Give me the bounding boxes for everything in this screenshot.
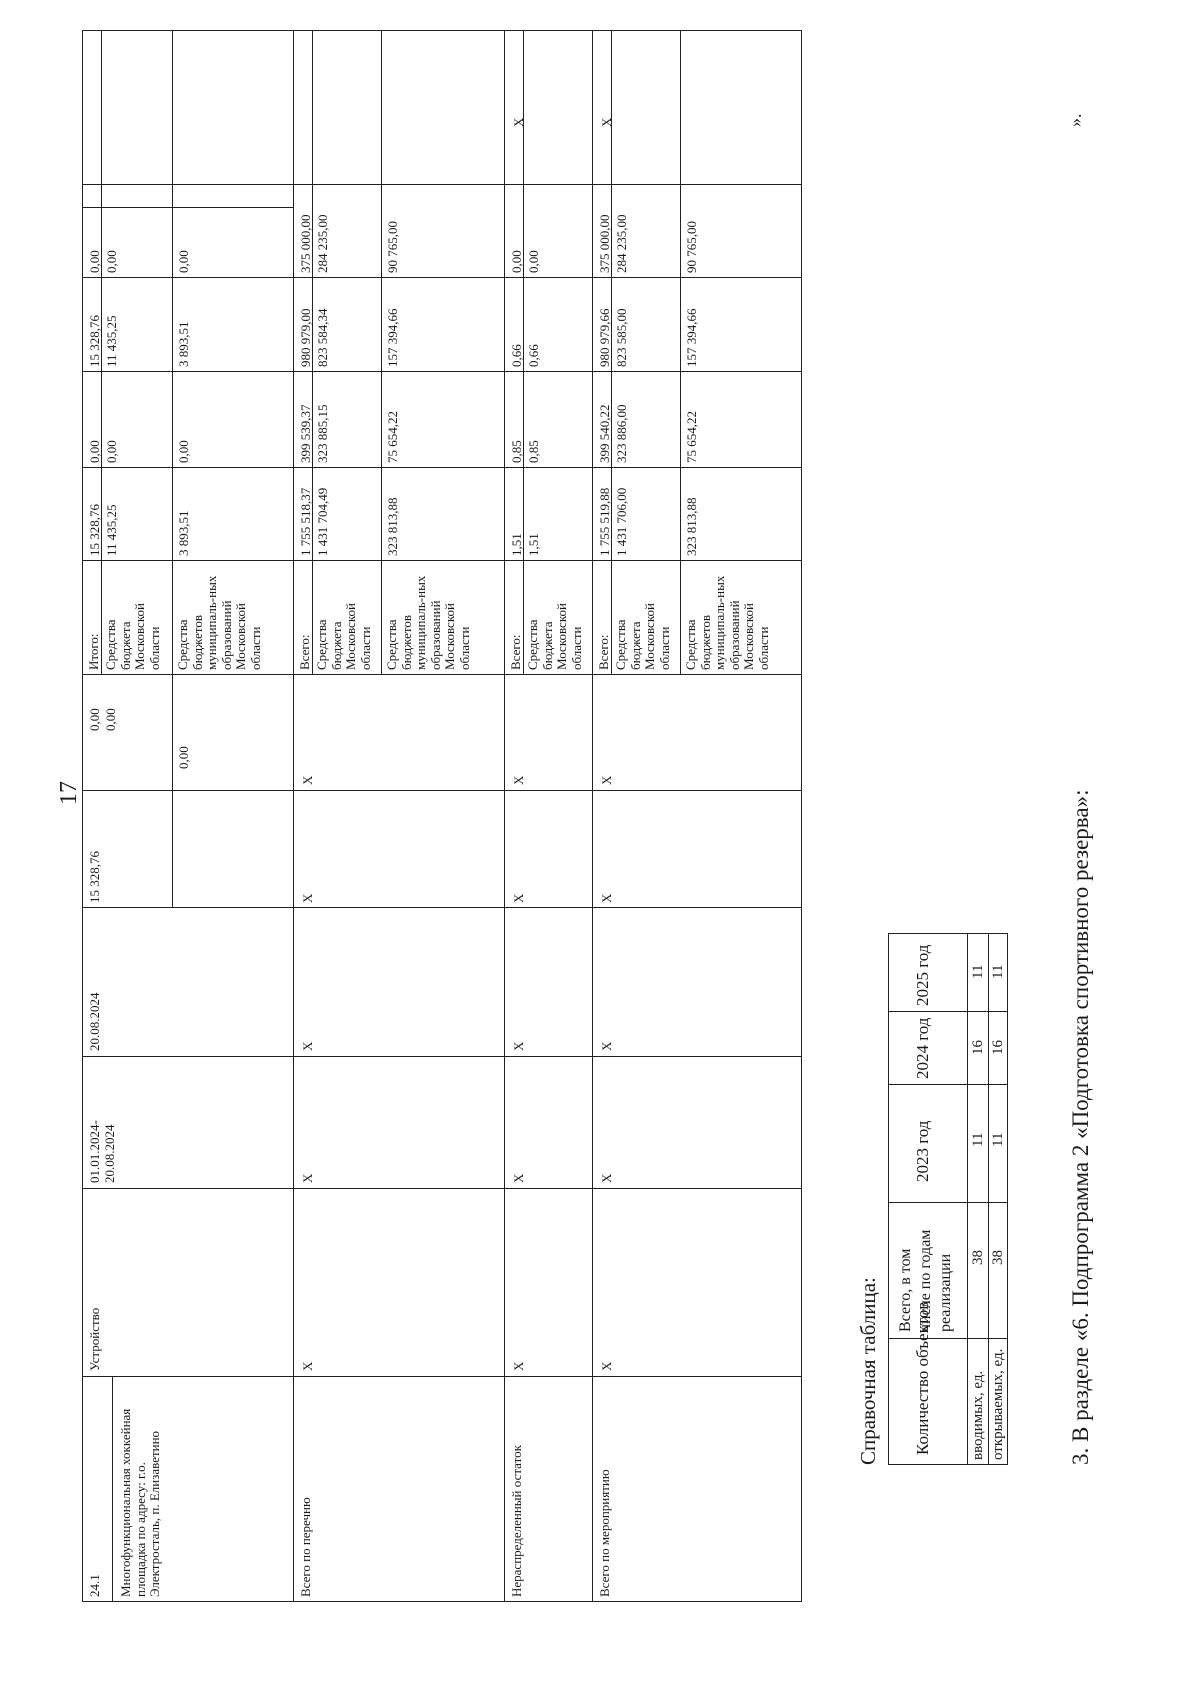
ref-header-count: Количество объектов [913,1301,932,1455]
limit-value: 15 328,76 [87,851,102,903]
reference-table [888,933,1008,1465]
y2024-b: 823 584,34 [315,308,330,367]
x-mark: X [511,775,526,785]
financed-top: 0,00 [87,708,102,731]
ref-row-value: 16 [990,1040,1006,1055]
source-region: Средства бюджета Московской области [103,603,162,670]
y2025-a: 0,00 [509,250,524,273]
ref-row-value: 16 [970,1040,986,1055]
y2023-c: 0,00 [176,440,191,463]
x-mark: X [511,893,526,903]
y2025-c: 90 765,00 [385,221,400,273]
row-number: 24.1 [87,1574,102,1597]
x-mark: X [599,775,614,785]
y2024-c: 3 893,51 [176,321,191,367]
total-a: 1 755 518,37 [298,487,313,556]
y2024-b: 11 435,25 [104,315,119,367]
src-all: Всего: [508,634,523,670]
x-mark: X [599,1173,614,1183]
x-mark: X [511,117,526,127]
total-b: 11 435,25 [104,504,119,556]
src-region: Средства бюджета Московской области [613,603,672,670]
y2023-b: 0,85 [526,440,541,463]
x-mark: X [511,1361,526,1371]
x-mark: X [511,1173,526,1183]
y2023-c: 75 654,22 [684,411,699,463]
ref-row-label: открываемых, ед. [990,1348,1006,1460]
ref-row-value: 11 [990,964,1006,979]
x-mark: X [511,1041,526,1051]
closing-quote: ». [1065,113,1085,127]
ref-header-2025: 2025 год [913,944,932,1006]
x-mark: X [300,775,315,785]
y2023-a: 399 539,37 [298,404,313,463]
y2025-c: 0,00 [176,250,191,273]
y2025-b: 0,00 [104,250,119,273]
src-all: Всего: [297,634,312,670]
y2024-c: 157 394,66 [684,308,699,367]
ref-row-value: 11 [970,964,986,979]
y2023-a: 0,85 [509,440,524,463]
y2025-b: 284 235,00 [614,214,629,273]
source-municipal: Средства бюджетов муниципаль-ных образований Московской области [175,575,263,670]
src-region: Средства бюджета Московской области [314,603,373,670]
y2024-a: 15 328,76 [87,315,102,367]
work-type: Устройство [87,1307,102,1371]
reference-caption: Справочная таблица: [856,1277,880,1465]
ref-header-total [896,1206,956,1332]
y2023-a: 0,00 [87,440,102,463]
y2024-a: 980 979,66 [597,308,612,367]
x-mark: X [300,1361,315,1371]
src-municipal: Средства бюджетов муниципаль-ных образований Московской области [384,575,472,670]
y2025-c: 90 765,00 [684,221,699,273]
object-name: Многофункциональная хоккейная площадка по адресу: г.о. Электросталь, п. Елизаветино [118,1408,162,1597]
financed-low: 0,00 [176,746,191,769]
x-mark: X [599,117,614,127]
row-label: Всего по перечню [298,1497,313,1597]
src-region: Средства бюджета Московской области [525,603,584,670]
total-b: 1 431 706,00 [614,487,629,556]
total-a: 15 328,76 [87,504,102,556]
completion-date: 20.08.2024 [87,992,102,1051]
total-b: 1 431 704,49 [315,487,330,556]
y2024-c: 157 394,66 [385,308,400,367]
page-number: 17 [56,781,82,805]
y2025-a: 375 000,00 [298,214,313,273]
ref-row-value: 11 [970,1132,986,1147]
total-c: 323 813,88 [385,497,400,556]
ref-header-2024: 2024 год [913,1017,932,1079]
y2023-b: 323 885,15 [315,404,330,463]
section-heading: 3. В разделе «6. Подпрограмма 2 «Подготовка спортивного резерва»: [1068,789,1093,1465]
y2024-a: 980 979,00 [298,308,313,367]
src-municipal: Средства бюджетов муниципаль-ных образований Московской области [683,575,771,670]
ref-row-label: вводимых, ед. [970,1370,986,1460]
total-a: 1 755 519,88 [597,487,612,556]
y2025-b: 284 235,00 [315,214,330,273]
y2023-b: 0,00 [104,440,119,463]
total-a: 1,51 [509,533,524,556]
ref-row-value: 38 [990,1250,1006,1265]
x-mark: X [300,1173,315,1183]
x-mark: X [300,1041,315,1051]
x-mark: X [599,1361,614,1371]
work-period: 01.01.2024- 20.08.2024 [87,1120,117,1183]
total-b: 1,51 [526,533,541,556]
row-label: Всего по мероприятию [597,1469,612,1597]
ref-header-total-text: Всего, в том числе по годам реализации [897,1229,954,1332]
x-mark: X [599,893,614,903]
row-label: Нераспределенный остаток [509,1445,524,1597]
y2023-a: 399 540,22 [597,404,612,463]
source-total: Итого: [86,633,101,670]
y2025-a: 0,00 [87,250,102,273]
total-c: 323 813,88 [684,497,699,556]
y2023-b: 323 886,00 [614,404,629,463]
y2024-b: 0,66 [526,344,541,367]
y2024-a: 0,66 [509,344,524,367]
x-mark: X [300,893,315,903]
y2023-c: 75 654,22 [385,411,400,463]
y2025-a: 375 000,00 [597,214,612,273]
ref-header-2023: 2023 год [913,1120,932,1182]
x-mark: X [599,1041,614,1051]
y2024-b: 823 585,00 [614,308,629,367]
ref-row-value: 38 [970,1250,986,1265]
total-c: 3 893,51 [176,510,191,556]
financed-mid: 0,00 [103,708,118,731]
ref-row-value: 11 [990,1132,1006,1147]
src-all: Всего: [596,634,611,670]
y2025-b: 0,00 [526,250,541,273]
